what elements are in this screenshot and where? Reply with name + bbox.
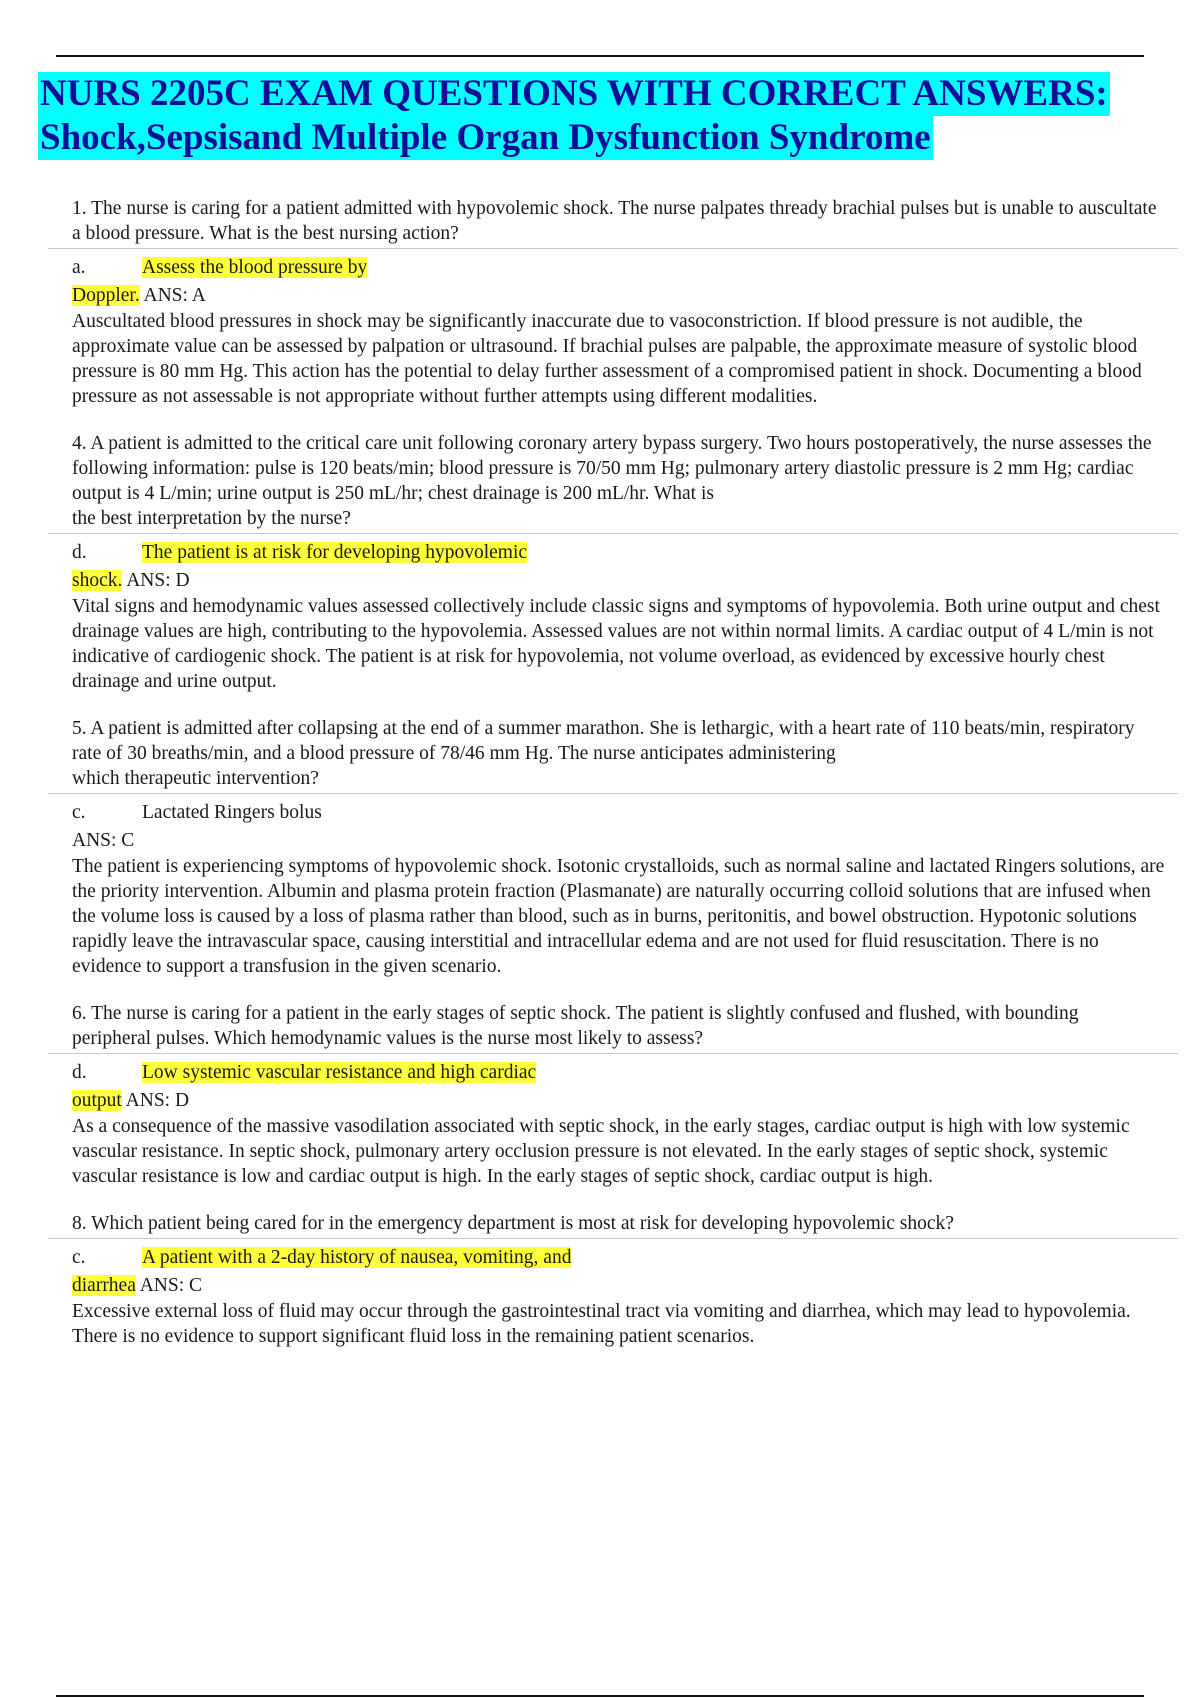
answer-option — [72, 798, 1172, 828]
answer-option — [72, 1058, 1172, 1088]
question-block — [72, 196, 1172, 409]
question-stem: 8. Which patient being cared for in the emergency department is most at risk for developing hypovolemic shock? — [72, 1213, 954, 1234]
answer-line — [72, 568, 1172, 594]
answer-line — [72, 1088, 1172, 1114]
answer-line — [72, 1273, 1172, 1299]
answer-option — [72, 538, 1172, 568]
question-stem-text: 5. A patient is admitted after collapsing at the end of a summer marathon. She is lethargic, with a heart rate of 110 beats/min, respiratory rate of 30 breaths/min, and a blood pressure of 78/46 mm Hg. The nurse anticipates administering which therapeutic intervention? — [72, 718, 1135, 789]
question-stem — [72, 716, 1162, 791]
rationale: Vital signs and hemodynamic values assessed collectively include classic signs and symptoms of hypovolemia. Both urine output and chest drainage values are high, contributing to the hypovolemia. Assessed values are not within normal limits. A cardiac output of 4 L/min is not indicative of cardiogenic shock. The patient is at risk for hypovolemia, not volume overload, as evidenced by excessive hourly chest drainage and urine output. — [72, 596, 1160, 692]
answer-line — [72, 828, 1172, 854]
bottom-rule — [56, 1695, 1144, 1697]
title-line-2: Shock,Sepsisand Multiple Organ Dysfunction Syndrome — [40, 117, 931, 158]
option-text-continued: output — [72, 1090, 122, 1111]
questions-list — [72, 196, 1172, 1371]
option-text: Lactated Ringers bolus — [142, 802, 322, 823]
answer-key: ANS: C — [72, 830, 135, 851]
question-block — [72, 431, 1172, 694]
document-title — [38, 72, 1110, 160]
option-letter: c. — [72, 802, 86, 823]
separator — [48, 248, 1178, 249]
rationale: Auscultated blood pressures in shock may be significantly inaccurate due to vasoconstriction. If blood pressure is not audible, the approximate value can be assessed by palpation or ultrasound. If brachial pulses are palpable, the approximate measure of systolic blood pressure is 80 mm Hg. This action has the potential to delay further assessment of a compromised patient in shock. Documenting a blood pressure as not assessable is not appropriate without further attempts using different modalities. — [72, 311, 1142, 407]
question-block — [72, 1001, 1172, 1189]
separator — [48, 1238, 1178, 1239]
top-rule — [56, 55, 1144, 57]
answer-option — [72, 1243, 1172, 1273]
option-text-continued: Doppler. — [72, 285, 140, 306]
option-letter: c. — [72, 1247, 86, 1268]
option-text: Assess the blood pressure by — [142, 257, 368, 278]
answer-key: ANS: C — [139, 1275, 202, 1296]
question-stem — [72, 431, 1162, 531]
answer-line — [72, 283, 1172, 309]
option-text: Low systemic vascular resistance and high cardiac — [142, 1062, 537, 1083]
answer-key: ANS: D — [125, 1090, 190, 1111]
separator — [48, 533, 1178, 534]
option-text: A patient with a 2-day history of nausea, vomiting, and — [142, 1247, 572, 1268]
option-text-continued: shock. — [72, 570, 123, 591]
rationale: As a consequence of the massive vasodilation associated with septic shock, in the early stages, cardiac output is high with low systemic vascular resistance. In septic shock, pulmonary artery occlusion pressure is not elevated. In the early stages of septic shock, systemic vascular resistance is low and cardiac output is high. In the early stages of septic shock, cardiac output is high. — [72, 1116, 1130, 1187]
question-stem: 6. The nurse is caring for a patient in the early stages of septic shock. The patient is slightly confused and flushed, with bounding peripheral pulses. Which hemodynamic values is the nurse most likely to assess? — [72, 1003, 1079, 1049]
title-line-1: NURS 2205C EXAM QUESTIONS WITH CORRECT ANSWERS: — [40, 73, 1108, 114]
rationale: The patient is experiencing symptoms of hypovolemic shock. Isotonic crystalloids, such as normal saline and lactated Ringers solutions, are the priority intervention. Albumin and plasma protein fraction (Plasmanate) are naturally occurring colloid solutions that are infused when the volume loss is caused by a loss of plasma rather than blood, such as in burns, peritonitis, and bowel obstruction. Hypotonic solutions rapidly leave the intravascular space, causing interstitial and intracellular edema and are not used for fluid resuscitation. There is no evidence to support a transfusion in the given scenario. — [72, 856, 1165, 977]
question-block — [72, 1211, 1172, 1349]
question-stem: 1. The nurse is caring for a patient admitted with hypovolemic shock. The nurse palpates thready brachial pulses but is unable to auscultate a blood pressure. What is the best nursing action? — [72, 198, 1157, 244]
separator — [48, 793, 1178, 794]
rationale: Excessive external loss of fluid may occur through the gastrointestinal tract via vomiting and diarrhea, which may lead to hypovolemia. There is no evidence to support significant fluid loss in the remaining patient scenarios. — [72, 1301, 1131, 1347]
answer-key: ANS: A — [143, 285, 206, 306]
option-letter: d. — [72, 1062, 87, 1083]
separator — [48, 1053, 1178, 1054]
option-letter: a. — [72, 257, 86, 278]
option-text: The patient is at risk for developing hypovolemic — [142, 542, 528, 563]
option-letter: d. — [72, 542, 87, 563]
answer-option — [72, 253, 1172, 283]
answer-key: ANS: D — [126, 570, 190, 591]
question-block — [72, 716, 1172, 979]
option-text-continued: diarrhea — [72, 1275, 136, 1296]
question-stem-text: 4. A patient is admitted to the critical care unit following coronary artery bypass surgery. Two hours postoperatively, the nurse assesses the following information: pulse is 120 beats/min; blood pressure is 70/50 mm Hg; pulmonary artery diastolic pressure is 2 mm Hg; cardiac output is 4 L/min; urine output is 250 mL/hr; chest drainage is 200 mL/hr. What is the best interpretation by the nurse? — [72, 433, 1152, 529]
